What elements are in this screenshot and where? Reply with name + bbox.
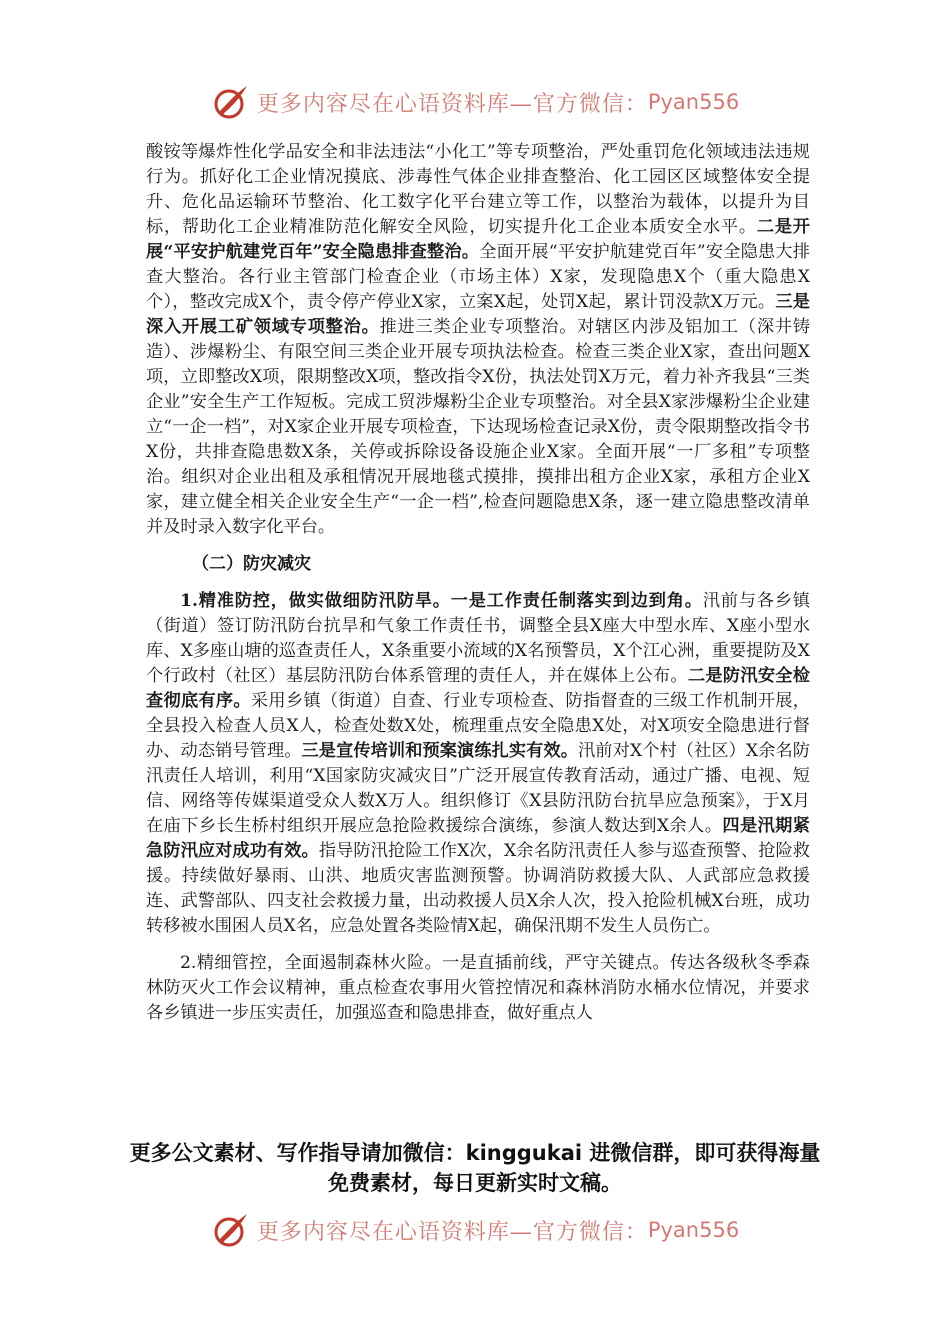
banner-wechat-id: Pyan556 (647, 1218, 740, 1242)
header-watermark-banner (0, 80, 950, 124)
banner-text: 更多内容尽在心语资料库—官方微信： (256, 91, 648, 117)
paragraph-safety-rectification: 酸铵等爆炸性化学品安全和非法违法“小化工”等专项整治，严处重罚危化领域违法违规行为。抓好化工企业情况摸底、涉毒性气体企业排查整治、化工园区区域整体安全提升、危化品运输环节整治、化工数字化平台建立等工作，以整治为载体，以提升为目标，帮助化工企业精准防范化解安全风险，切实提升化工企业本质安全水平。二是开展“平安护航建党百年”安全隐患排查整治。全面开展“平安护航建党百年”安全隐患大排查大整治。各行业主管部门检查企业（市场主体）X家，发现隐患X个（重大隐患X个），整改完成X个，责令停产停业X家，立案X起，处罚X起，累计罚没款X万元。三是深入开展工矿领域专项整治。推进三类企业专项整治。对辖区内涉及铝加工（深井铸造）、涉爆粉尘、有限空间三类企业开展专项执法检查。检查三类企业X家，查出问题X项，立即整改X项，限期整改X项，整改指令X份，执法处罚X万元，着力补齐我县“三类企业”安全生产工作短板。完成工贸涉爆粉尘企业专项整治。对全县X家涉爆粉尘企业建立“一企一档”，对X家企业开展专项检查，下达现场检查记录X份，责令限期整改指令书X份，共排查隐患数X条，关停或拆除设备设施企业X家。全面开展“一厂多租”专项整治。组织对企业出租及承租情况开展地毯式摸排，摸排出租方企业X家，承租方企业X家，建立健全相关企业安全生产“一企一档”,检查问题隐患X条，逐一建立隐患整改清单并及时录入数字化平台。 (146, 142, 810, 537)
paragraph-forest-fire: 2.精细管控，全面遏制森林火险。一是直插前线，严守关键点。传达各级秋冬季森林防灭火工作会议精神，重点检查农事用火管控情况和森林消防水桶水位情况，并要求各乡镇进一步压实责任，加强巡查和隐患排查，做好重点人 (146, 953, 810, 1023)
footer-watermark-banner (0, 1208, 950, 1252)
section-heading-disaster-prevention: （二）防灾减灾 (192, 554, 311, 574)
quill-logo-icon (211, 82, 251, 122)
promo-notice: 更多公文素材、写作指导请加微信：kinggukai 进微信群，即可获得海量免费素材，每日更新实时文稿。 (129, 1141, 821, 1195)
document-body (146, 140, 810, 1026)
banner-text: 更多内容尽在心语资料库—官方微信： (256, 1219, 648, 1245)
quill-logo-icon (211, 1210, 251, 1250)
paragraph-flood-control: 1.精准防控，做实做细防汛防旱。一是工作责任制落实到边到角。汛前与各乡镇（街道）签订防汛防台抗旱和气象工作责任书，调整全县X座大中型水库、X座小型水库、X多座山塘的巡查责任人，X条重要小流域的X名预警员，X个江心洲，重要提防及X个行政村（社区）基层防汛防台体系管理的责任人，并在媒体上公布。二是防汛安全检查彻底有序。采用乡镇（街道）自查、行业专项检查、防指督查的三级工作机制开展，全县投入检查人员X人，检查处数X处，梳理重点安全隐患X处，对X项安全隐患进行督办、动态销号管理。三是宣传培训和预案演练扎实有效。汛前对X个村（社区）X余名防汛责任人培训，利用“X国家防灾减灾日”广泛开展宣传教育活动，通过广播、电视、短信、网络等传媒渠道受众人数X万人。组织修订《X县防汛防台抗旱应急预案》，于X月在庙下乡长生桥村组织开展应急抢险救援综合演练，参演人数达到X余人。四是汛期紧急防汛应对成功有效。指导防汛抢险工作X次，X余名防汛责任人参与巡查预警、抢险救援。持续做好暴雨、山洪、地质灾害监测预警。协调消防救援大队、人武部应急救援连、武警部队、四支社会救援力量，出动救援人员X余人次，投入抢险机械X台班，成功转移被水围困人员X名，应急处置各类险情X起，确保汛期不发生人员伤亡。 (146, 591, 810, 936)
banner-wechat-id: Pyan556 (647, 90, 740, 114)
